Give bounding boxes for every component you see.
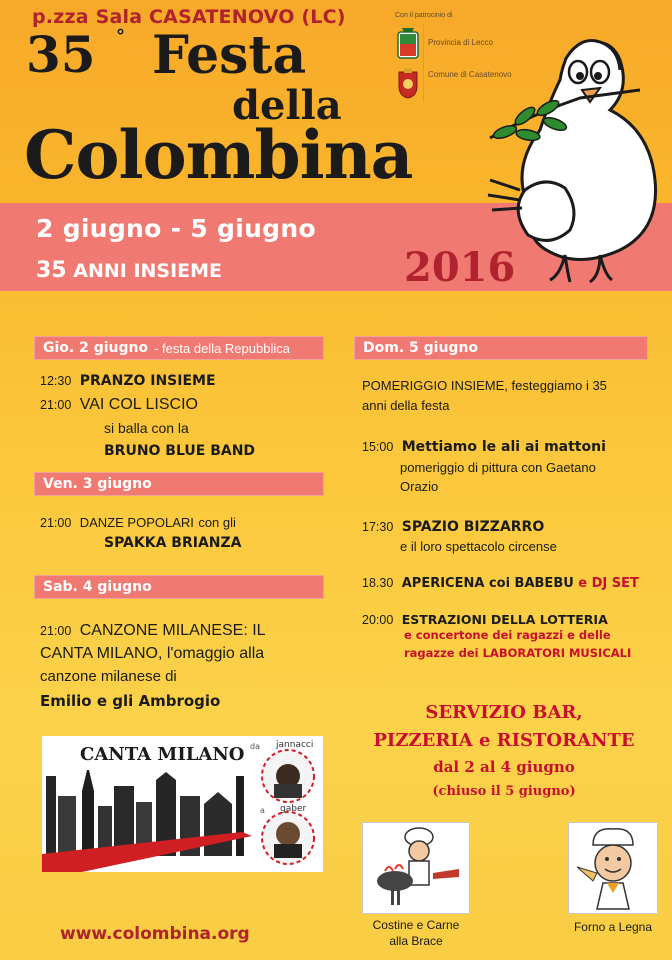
festival-year: 2016 (404, 244, 516, 291)
event-gio-2-line3: BRUNO BLUE BAND (104, 443, 256, 459)
event-time: 21:00 (40, 516, 72, 530)
oven-thumbnail (568, 822, 658, 914)
day-label-gio: Gio. 2 giugno (43, 340, 149, 356)
event-dom-4-line2: e concertone dei ragazzi e delle (404, 628, 611, 642)
title-colombina: Colombina (24, 116, 413, 194)
event-sab-1 (40, 622, 266, 640)
artist2-prefix: a (260, 806, 265, 815)
dove-mascot-icon (470, 20, 670, 288)
day-note-gio: - festa della Repubblica (154, 340, 290, 356)
event-suffix: con gli (198, 515, 236, 530)
grill-thumbnail (362, 822, 470, 914)
day-label-dom: Dom. 5 giugno (363, 340, 479, 356)
event-time: 17:30 (362, 520, 394, 534)
dom-intro-line2: anni della festa (362, 398, 450, 413)
event-title: DANZE POPOLARI (79, 515, 194, 530)
event-time: 18.30 (362, 576, 394, 590)
day-label-ven: Ven. 3 giugno (43, 476, 152, 492)
event-gio-2-line2: si balla con la (104, 420, 189, 436)
event-ven-1-line2: SPAKKA BRIANZA (104, 535, 242, 551)
event-time: 12:30 (40, 374, 72, 388)
pizza-chef-icon (569, 823, 657, 913)
event-dom-1-line2: pomeriggio di pittura con Gaetano (400, 460, 596, 475)
festival-dates: 2 giugno - 5 giugno (36, 214, 316, 243)
comune-crest-icon (396, 68, 420, 100)
event-title: Mettiamo le ali ai mattoni (401, 439, 606, 455)
event-ven-1 (40, 514, 236, 532)
event-dom-2 (362, 518, 544, 536)
patronage-label: Con il patrocinio di (395, 12, 453, 19)
artist1-prefix: da (250, 742, 260, 751)
event-sab-line2: CANTA MILANO, l'omaggio alla (40, 645, 265, 662)
event-title: APERICENA coi BABEBU (401, 576, 574, 591)
event-gio-2 (40, 396, 198, 414)
canta-milano-image (42, 736, 323, 872)
event-gio-1 (40, 372, 216, 390)
event-time: 21:00 (40, 624, 72, 638)
day-label-sab: Sab. 4 giugno (43, 579, 152, 595)
venue-text: p.zza Sala CASATENOVO (LC) (32, 6, 346, 28)
artist1-name: jannacci (276, 740, 314, 750)
grill-caption-line1: Costine e Carne (372, 918, 460, 932)
degree-sign: ° (116, 26, 125, 47)
patron-provincia: Provincia di Lecco (428, 38, 493, 47)
event-time: 15:00 (362, 440, 394, 454)
event-time: 21:00 (40, 398, 72, 412)
patron-comune: Comune di Casatenovo (428, 70, 512, 79)
servizio-line2: PIZZERIA e RISTORANTE (373, 730, 635, 751)
servizio-line1: SERVIZIO BAR, (425, 702, 583, 723)
event-time: 20:00 (362, 613, 394, 627)
event-dom-1-line3: Orazio (400, 479, 439, 494)
grill-caption-line2: alla Brace (389, 934, 443, 948)
event-dom-3 (362, 574, 639, 592)
event-line1: CANZONE MILANESE: IL (79, 622, 266, 639)
event-title: PRANZO INSIEME (79, 373, 216, 389)
artist2-name: gaber (280, 804, 307, 814)
event-extra: e DJ SET (578, 576, 639, 591)
title-della: della (232, 82, 342, 129)
website-text: www.colombina.org (60, 924, 250, 944)
title-festa: Festa (152, 25, 307, 86)
servizio-line3: dal 2 al 4 giugno (433, 758, 575, 776)
event-dom-4 (362, 611, 608, 629)
anni-insieme (36, 258, 222, 283)
day-header-ven (34, 472, 324, 496)
patronage-divider (423, 24, 424, 102)
event-dom-4-line3: ragazze dei LABORATORI MUSICALI (404, 646, 632, 660)
provincia-crest-icon (396, 26, 420, 62)
anni-text: ANNI INSIEME (73, 260, 223, 282)
day-header-gio (34, 336, 324, 360)
event-dom-2-line2: e il loro spettacolo circense (400, 539, 557, 554)
canta-milano-title: CANTA MILANO (80, 744, 245, 765)
grill-chef-icon (363, 823, 469, 913)
event-sab-line3: canzone milanese di (40, 668, 177, 685)
event-dom-1 (362, 438, 606, 456)
dom-intro-line1: POMERIGGIO INSIEME, festeggiamo i 35 (362, 378, 607, 393)
oven-caption: Forno a Legna (573, 920, 653, 934)
event-sab-line4: Emilio e gli Ambrogio (40, 692, 221, 710)
day-header-sab (34, 575, 324, 599)
anni-number: 35 (36, 258, 67, 283)
edition-number: 35 (26, 25, 96, 84)
servizio-line4: (chiuso il 5 giugno) (432, 784, 576, 799)
day-header-dom (354, 336, 648, 360)
event-title: VAI COL LISCIO (79, 396, 198, 413)
event-title: ESTRAZIONI DELLA LOTTERIA (401, 612, 608, 627)
event-title: SPAZIO BIZZARRO (401, 519, 545, 535)
